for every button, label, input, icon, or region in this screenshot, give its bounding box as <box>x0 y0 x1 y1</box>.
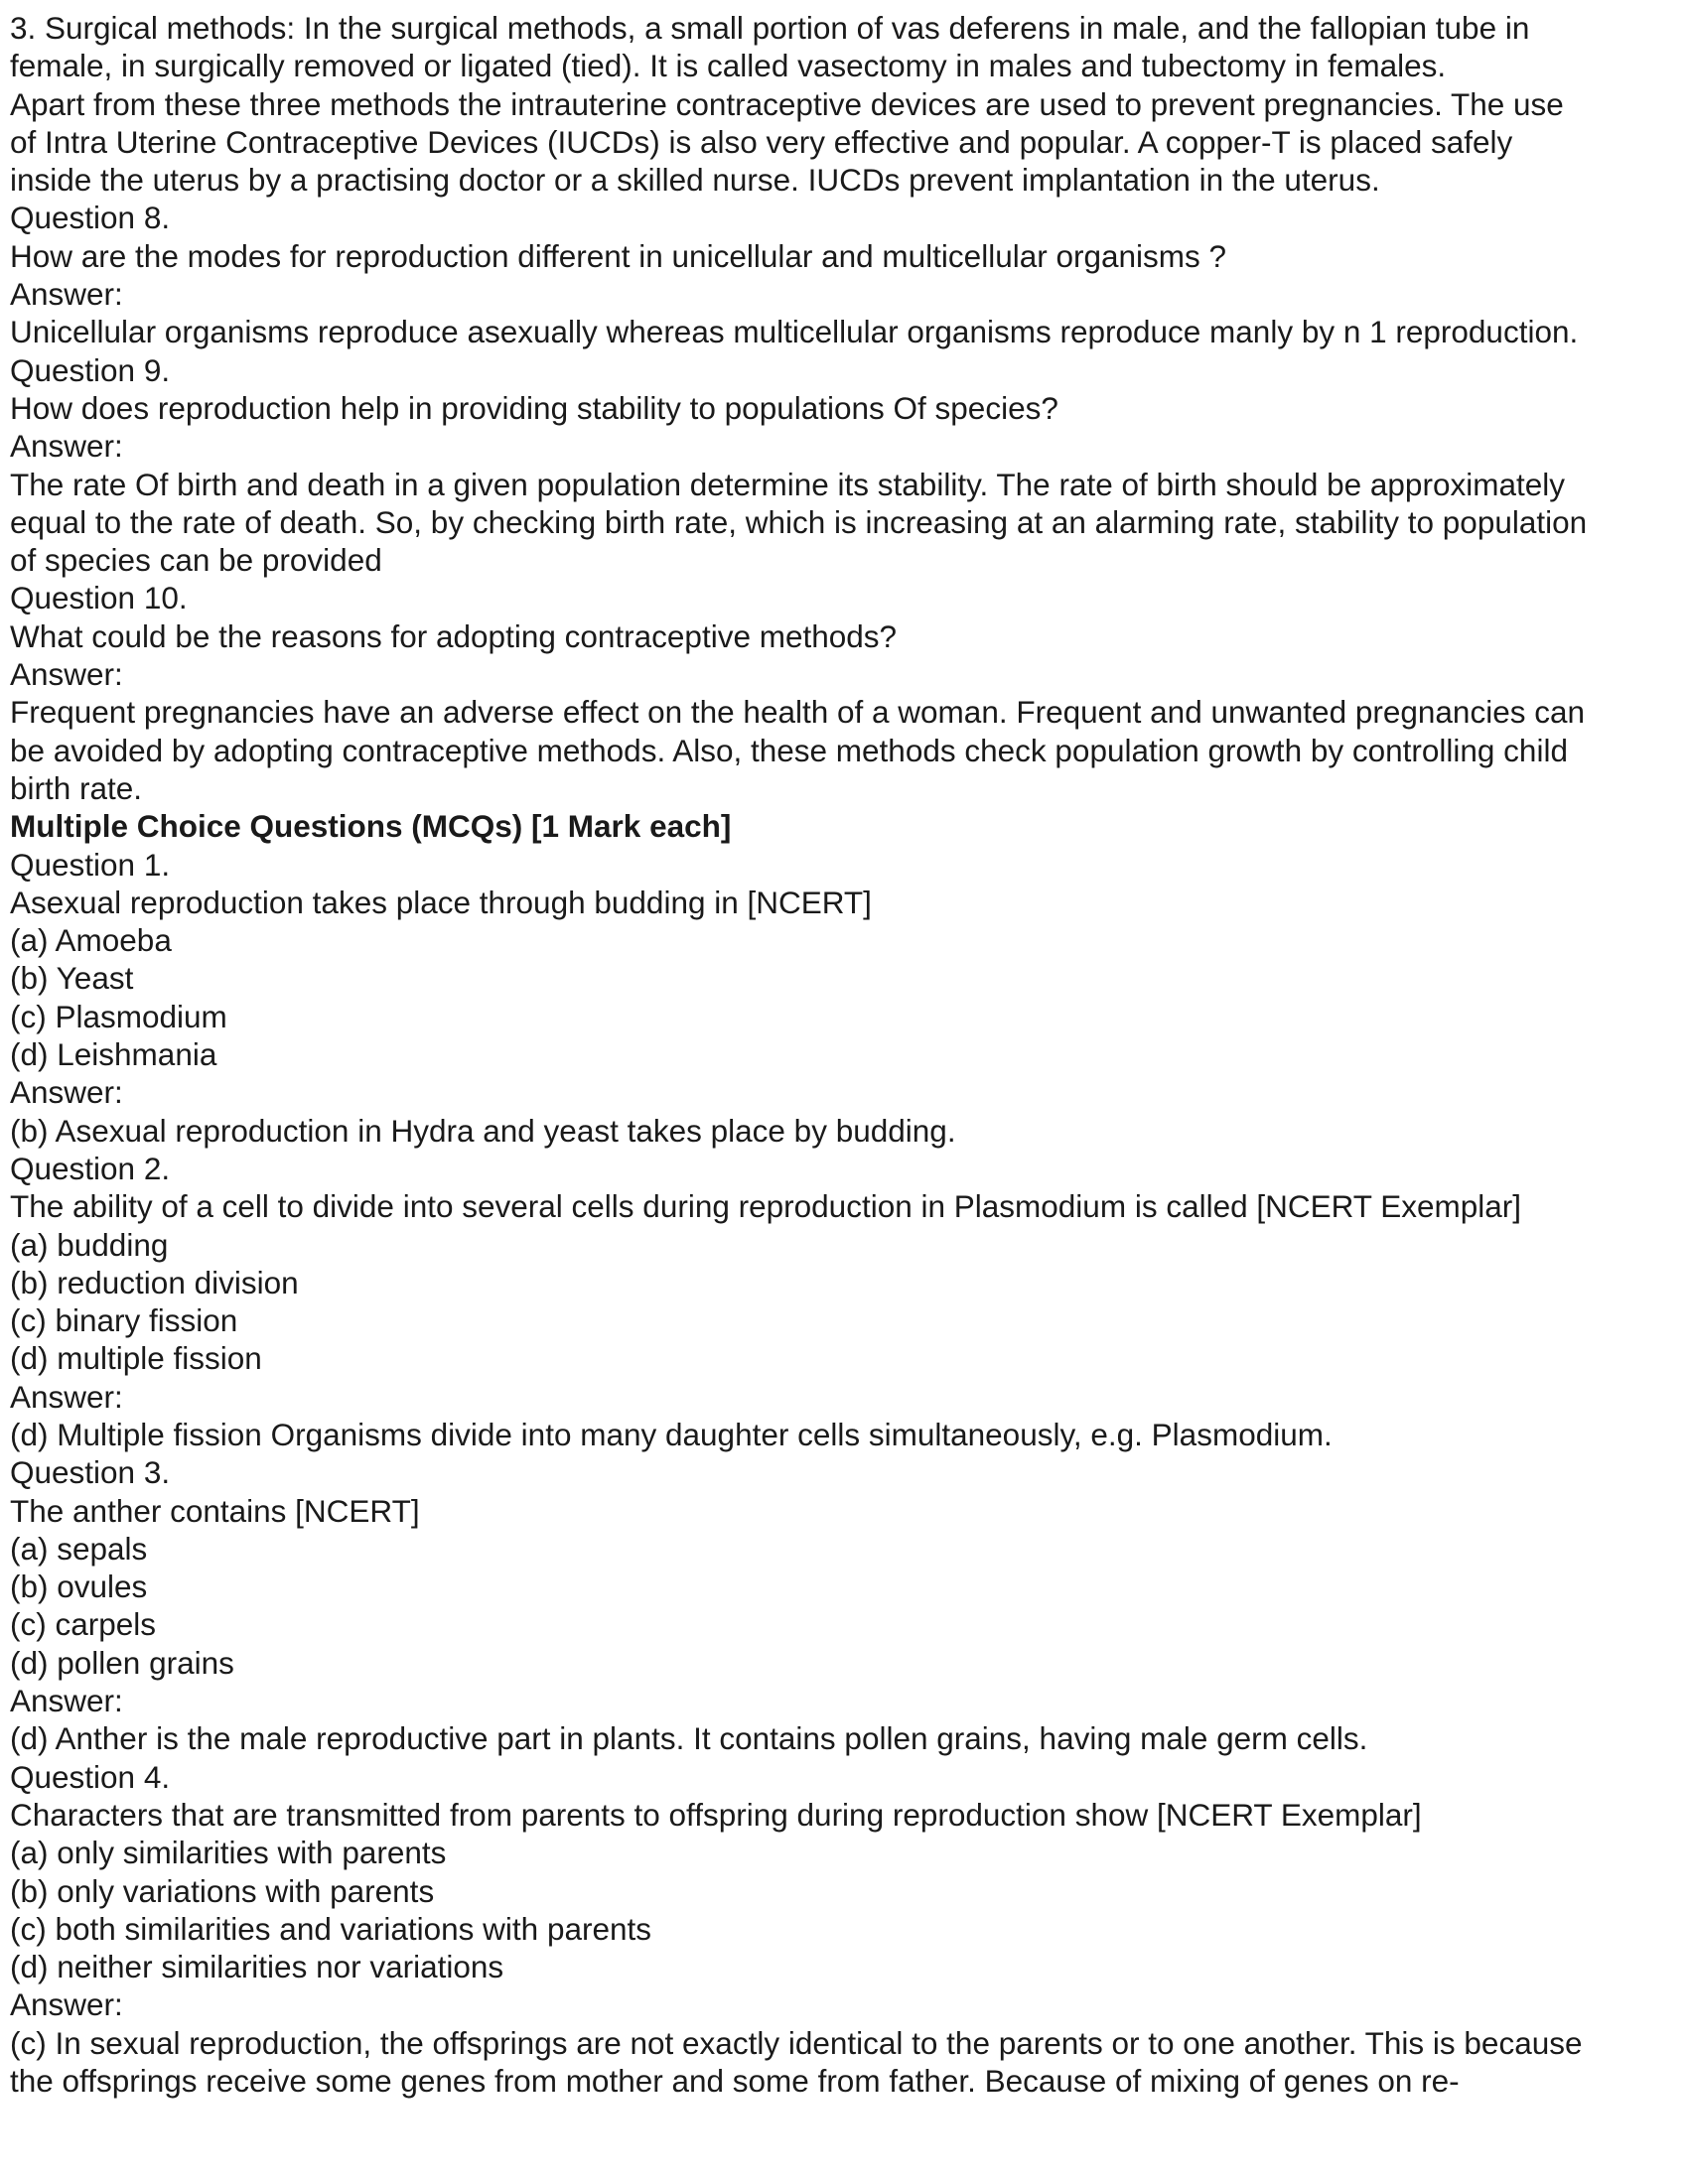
text-line: How does reproduction help in providing stability to populations Of species? <box>10 389 1058 426</box>
option-or-answer-line: (b) Asexual reproduction in Hydra and yeast takes place by budding. <box>10 1112 956 1149</box>
text-line: The ability of a cell to divide into several cells during reproduction in Plasmodium is called [NCERT Exemplar] <box>10 1188 1522 1225</box>
option-or-answer-line: (b) reduction division <box>10 1264 299 1300</box>
answer-label: Answer: <box>10 656 123 693</box>
text-line: inside the uterus by a practising doctor or a skilled nurse. IUCDs prevent implantation in the uterus. <box>10 162 1380 199</box>
question-label: Question 2. <box>10 1150 171 1186</box>
text-line: the offsprings receive some genes from mother and some from father. Because of mixing of genes on re- <box>10 2063 1460 2100</box>
option-or-answer-line: (d) multiple fission <box>10 1340 262 1377</box>
text-line: Unicellular organisms reproduce asexually whereas multicellular organisms reproduce manly by n 1 reproduction. <box>10 314 1579 350</box>
text-line: 3. Surgical methods: In the surgical methods, a small portion of vas deferens in male, and the fallopian tube in <box>10 10 1530 46</box>
document-body <box>10 9 1678 2100</box>
option-or-answer-line: (c) both similarities and variations with parents <box>10 1910 652 1947</box>
question-label: Question 9. <box>10 351 171 388</box>
option-or-answer-line: (c) Plasmodium <box>10 998 227 1034</box>
question-label: Question 8. <box>10 200 171 236</box>
answer-label: Answer: <box>10 1986 123 2023</box>
answer-label: Answer: <box>10 1378 123 1415</box>
option-or-answer-line: (b) ovules <box>10 1569 148 1605</box>
question-label: Question 1. <box>10 846 171 883</box>
text-line: What could be the reasons for adopting contraceptive methods? <box>10 617 898 654</box>
text-line: of Intra Uterine Contraceptive Devices (IUCDs) is also very effective and popular. A copper-T is placed safely <box>10 123 1513 160</box>
option-or-answer-line: (d) Leishmania <box>10 1036 217 1073</box>
text-line: female, in surgically removed or ligated (tied). It is called vasectomy in males and tubectomy in females. <box>10 48 1447 84</box>
option-or-answer-line: (a) sepals <box>10 1530 148 1567</box>
answer-label: Answer: <box>10 1074 123 1111</box>
option-or-answer-line: (c) binary fission <box>10 1302 238 1339</box>
option-or-answer-line: (a) budding <box>10 1226 169 1263</box>
option-or-answer-line: (d) Anther is the male reproductive part in plants. It contains pollen grains, having male germ cells. <box>10 1720 1368 1757</box>
answer-label: Answer: <box>10 1683 123 1719</box>
option-or-answer-line: (d) neither similarities nor variations <box>10 1949 504 1985</box>
option-or-answer-line: (a) Amoeba <box>10 922 172 959</box>
option-or-answer-line: (a) only similarities with parents <box>10 1835 447 1871</box>
text-line: Asexual reproduction takes place through budding in [NCERT] <box>10 884 872 920</box>
text-line: of species can be provided <box>10 542 382 579</box>
text-line: Apart from these three methods the intrauterine contraceptive devices are used to prevent pregnancies. The use <box>10 85 1564 122</box>
text-line: The rate Of birth and death in a given population determine its stability. The rate of birth should be approximately <box>10 466 1565 502</box>
option-or-answer-line: (b) Yeast <box>10 960 134 997</box>
question-label: Question 10. <box>10 580 188 616</box>
text-line: birth rate. <box>10 769 143 806</box>
section-heading: Multiple Choice Questions (MCQs) [1 Mark each] <box>10 808 732 845</box>
question-label: Question 3. <box>10 1454 171 1491</box>
option-or-answer-line: (d) Multiple fission Organisms divide into many daughter cells simultaneously, e.g. Plasmodium. <box>10 1416 1333 1452</box>
question-label: Question 4. <box>10 1758 171 1795</box>
answer-label: Answer: <box>10 428 123 465</box>
option-or-answer-line: (c) carpels <box>10 1606 157 1643</box>
text-line: equal to the rate of death. So, by checking birth rate, which is increasing at an alarming rate, stability to population <box>10 503 1588 540</box>
option-or-answer-line: (d) pollen grains <box>10 1644 234 1681</box>
answer-label: Answer: <box>10 276 123 313</box>
text-line: Characters that are transmitted from parents to offspring during reproduction show [NCERT Exemplar] <box>10 1796 1422 1833</box>
option-or-answer-line: (b) only variations with parents <box>10 1872 435 1909</box>
option-or-answer-line: (c) In sexual reproduction, the offsprings are not exactly identical to the parents or to one another. This is because <box>10 2024 1583 2061</box>
text-line: The anther contains [NCERT] <box>10 1492 420 1529</box>
text-line: How are the modes for reproduction different in unicellular and multicellular organisms ? <box>10 237 1227 274</box>
text-line: be avoided by adopting contraceptive methods. Also, these methods check population growth by controlling child <box>10 732 1568 768</box>
text-line: Frequent pregnancies have an adverse effect on the health of a woman. Frequent and unwanted pregnancies can <box>10 694 1585 731</box>
